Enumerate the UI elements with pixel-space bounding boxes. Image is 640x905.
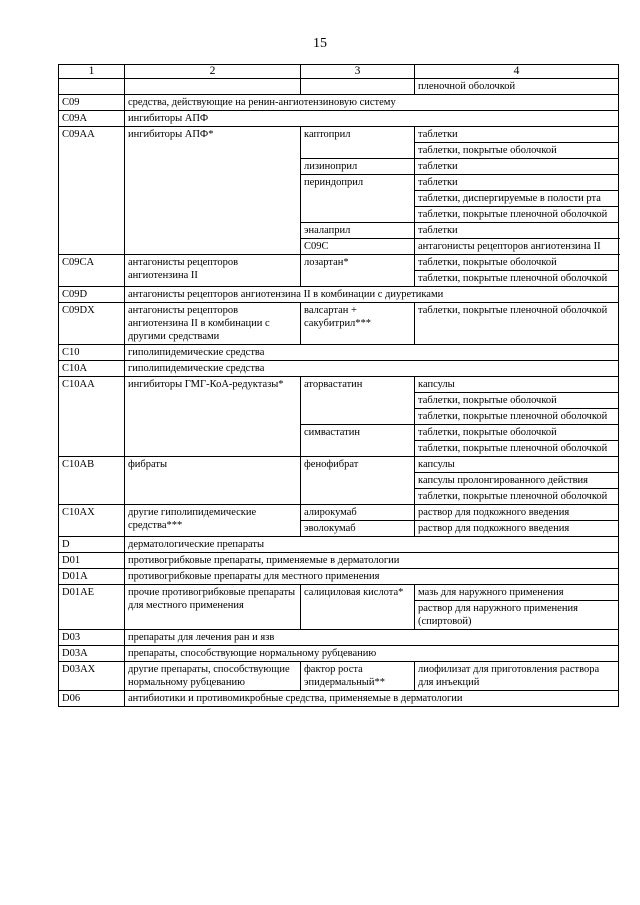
atc-group-cell: противогрибковые препараты для местного применения — [125, 569, 619, 585]
atc-code-cell: C10 — [59, 345, 125, 361]
drug-name-cell: алирокумаб — [301, 505, 415, 521]
atc-code-cell: D01A — [59, 569, 125, 585]
drug-name-cell: эволокумаб — [301, 521, 415, 537]
atc-code-cell: C09C — [301, 239, 415, 255]
table-row — [59, 127, 619, 143]
drug-name-cell: валсартан + сакубитрил*** — [301, 303, 415, 345]
dosage-form-cell: таблетки, покрытые оболочкой — [415, 393, 619, 409]
drug-name-cell: эналаприл — [301, 223, 415, 239]
atc-group-cell: антагонисты рецепторов ангиотензина II в комбинации с диуретиками — [125, 287, 619, 303]
code-cell — [59, 79, 125, 95]
atc-code-cell: C10AB — [59, 457, 125, 505]
table-row — [59, 537, 619, 553]
dosage-form-cell: таблетки, диспергируемые в полости рта — [415, 191, 619, 207]
dosage-form-cell: раствор для подкожного введения — [415, 505, 619, 521]
table-row — [59, 95, 619, 111]
table-row — [59, 345, 619, 361]
dosage-form-cell: таблетки, покрытые оболочкой — [415, 425, 619, 441]
dosage-form-cell: таблетки — [415, 159, 619, 175]
group-cell — [125, 79, 301, 95]
page-number: 15 — [313, 36, 327, 51]
atc-group-cell: другие гиполипидемические средства*** — [125, 505, 301, 537]
drug-name-cell: аторвастатин — [301, 377, 415, 425]
atc-code-cell: D01AE — [59, 585, 125, 630]
atc-code-cell: C09AA — [59, 127, 125, 255]
atc-code-cell: D03AX — [59, 662, 125, 691]
atc-code-cell: D01 — [59, 553, 125, 569]
atc-code-cell: D03 — [59, 630, 125, 646]
drug-name-cell: симвастатин — [301, 425, 415, 457]
atc-code-cell: C09A — [59, 111, 125, 127]
atc-code-cell: D03A — [59, 646, 125, 662]
dosage-form-cell: таблетки, покрытые пленочной оболочкой — [415, 409, 619, 425]
atc-code-cell: C09D — [59, 287, 125, 303]
atc-code-cell: C09 — [59, 95, 125, 111]
drug-name-cell: периндоприл — [301, 175, 415, 223]
atc-code-cell: C10AX — [59, 505, 125, 537]
dosage-form-cell: капсулы пролонгированного действия — [415, 473, 619, 489]
dosage-form-cell: таблетки, покрытые пленочной оболочкой — [415, 271, 619, 287]
dosage-form-cell: таблетки, покрытые оболочкой — [415, 143, 619, 159]
atc-group-cell: препараты, способствующие нормальному рубцеванию — [125, 646, 619, 662]
column-header: 1 — [59, 65, 125, 79]
atc-group-cell: дерматологические препараты — [125, 537, 619, 553]
table-row — [59, 79, 619, 95]
table-row — [59, 585, 619, 601]
atc-group-cell: ингибиторы АПФ — [125, 111, 619, 127]
atc-group-cell: антагонисты рецепторов ангиотензина II в комбинации с другими средствами — [125, 303, 301, 345]
dosage-form-cell: таблетки, покрытые оболочкой — [415, 255, 619, 271]
atc-group-cell: ингибиторы АПФ* — [125, 127, 301, 255]
table-row — [59, 662, 619, 691]
table-row — [59, 646, 619, 662]
atc-group-cell: антагонисты рецепторов ангиотензина II — [125, 255, 301, 287]
atc-group-cell: гиполипидемические средства — [125, 345, 619, 361]
dosage-form-cell: капсулы — [415, 457, 619, 473]
dosage-form-cell: таблетки, покрытые пленочной оболочкой — [415, 441, 619, 457]
column-header: 4 — [415, 65, 619, 79]
atc-group-cell: другие препараты, способствующие нормальному рубцеванию — [125, 662, 301, 691]
atc-code-cell: D — [59, 537, 125, 553]
atc-code-cell: C10A — [59, 361, 125, 377]
drug-name-cell: фактор роста эпидермальный** — [301, 662, 415, 691]
dosage-form-cell: таблетки — [415, 127, 619, 143]
table-row — [59, 255, 619, 271]
column-header: 2 — [125, 65, 301, 79]
dosage-form-cell: таблетки — [415, 223, 619, 239]
table-row — [59, 111, 619, 127]
drug-name-cell: салициловая кислота* — [301, 585, 415, 630]
atc-group-cell: антибиотики и противомикробные средства, применяемые в дерматологии — [125, 691, 619, 707]
table-row — [59, 505, 619, 521]
dosage-form-cell: таблетки, покрытые пленочной оболочкой — [415, 303, 619, 345]
table-header-row — [59, 65, 619, 79]
atc-group-cell: противогрибковые препараты, применяемые в дерматологии — [125, 553, 619, 569]
dosage-form-cell: раствор для подкожного введения — [415, 521, 619, 537]
atc-group-cell: прочие противогрибковые препараты для местного применения — [125, 585, 301, 630]
table-row — [59, 457, 619, 473]
dosage-form-cell: таблетки — [415, 175, 619, 191]
drug-name-cell: фенофибрат — [301, 457, 415, 505]
atc-code-cell: C09DX — [59, 303, 125, 345]
dosage-form-cell: таблетки, покрытые пленочной оболочкой — [415, 207, 619, 223]
drug-cell — [301, 79, 415, 95]
atc-group-cell: фибраты — [125, 457, 301, 505]
table-row — [59, 361, 619, 377]
drug-name-cell: лизиноприл — [301, 159, 415, 175]
atc-group-cell: ингибиторы ГМГ-КоА-редуктазы* — [125, 377, 301, 457]
column-header: 3 — [301, 65, 415, 79]
table-row — [59, 303, 619, 345]
dosage-form-cell: лиофилизат для приготовления раствора для инъекций — [415, 662, 619, 691]
table-row — [59, 630, 619, 646]
atc-code-cell: C10AA — [59, 377, 125, 457]
atc-group-cell: препараты для лечения ран и язв — [125, 630, 619, 646]
dosage-form-cell: мазь для наружного применения — [415, 585, 619, 601]
table-row — [59, 553, 619, 569]
atc-group-cell: антагонисты рецепторов ангиотензина II — [415, 239, 619, 255]
dosage-form-cell: капсулы — [415, 377, 619, 393]
dosage-form-cell: таблетки, покрытые пленочной оболочкой — [415, 489, 619, 505]
drug-name-cell: лозартан* — [301, 255, 415, 287]
atc-code-cell: D06 — [59, 691, 125, 707]
medicines-table — [58, 64, 619, 707]
atc-group-cell: гиполипидемические средства — [125, 361, 619, 377]
dosage-form-cell: раствор для наружного применения (спиртовой) — [415, 601, 619, 630]
table-row — [59, 691, 619, 707]
table-row — [59, 377, 619, 393]
table-row — [59, 287, 619, 303]
atc-group-cell: средства, действующие на ренин-ангиотензиновую систему — [125, 95, 619, 111]
table-row — [59, 569, 619, 585]
form-cell: пленочной оболочкой — [415, 79, 619, 95]
atc-code-cell: C09CA — [59, 255, 125, 287]
drug-name-cell: каптоприл — [301, 127, 415, 159]
